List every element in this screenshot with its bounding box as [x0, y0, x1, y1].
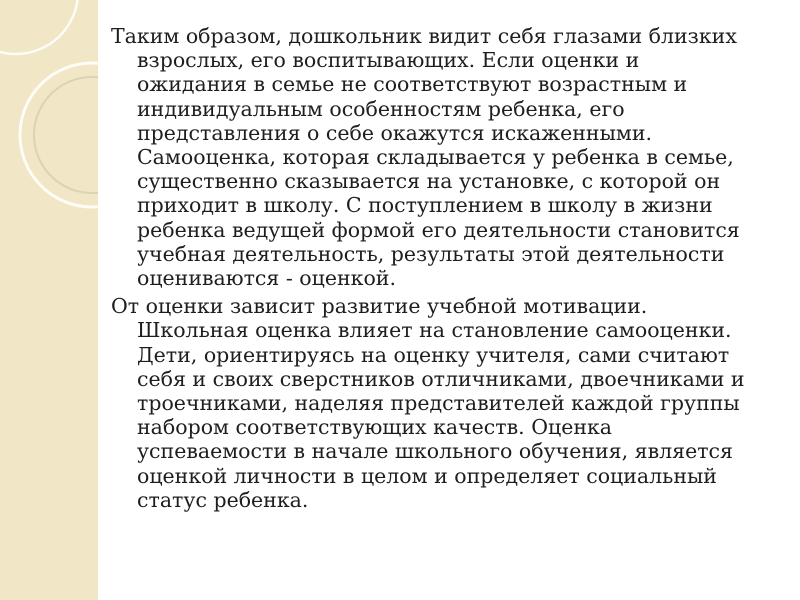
decorative-circles	[0, 0, 98, 600]
paragraph-grade-motivation: От оценки зависит развитие учебной мотивации. Школьная оценка влияет на становление самооценки. Дети, ориентируясь на оценку учителя, сами считают себя и своих сверстников отличниками, двоечниками и троечниками, наделяя представителей каждой группы набором соответствующих качеств. Оценка успеваемости в начале школьного обучения, является оценкой личности в целом и определяет социальный статус ребенка.	[111, 294, 745, 512]
paragraph-self-image: Таким образом, дошкольник видит себя глазами близких взрослых, его воспитывающих. Если оценки и ожидания в семье не соответствуют возрастным и индивидуальным особенностям ребенка, его представления о себе окажутся искаженными. Самооценка, которая складывается у ребенка в семье, существенно сказывается на установке, с которой он приходит в школу. С поступлением в школу в жизни ребенка ведущей формой его деятельности становится учебная деятельность, результаты этой деятельности оцениваются - оценкой.	[111, 24, 740, 291]
slide-text-body	[111, 24, 781, 516]
